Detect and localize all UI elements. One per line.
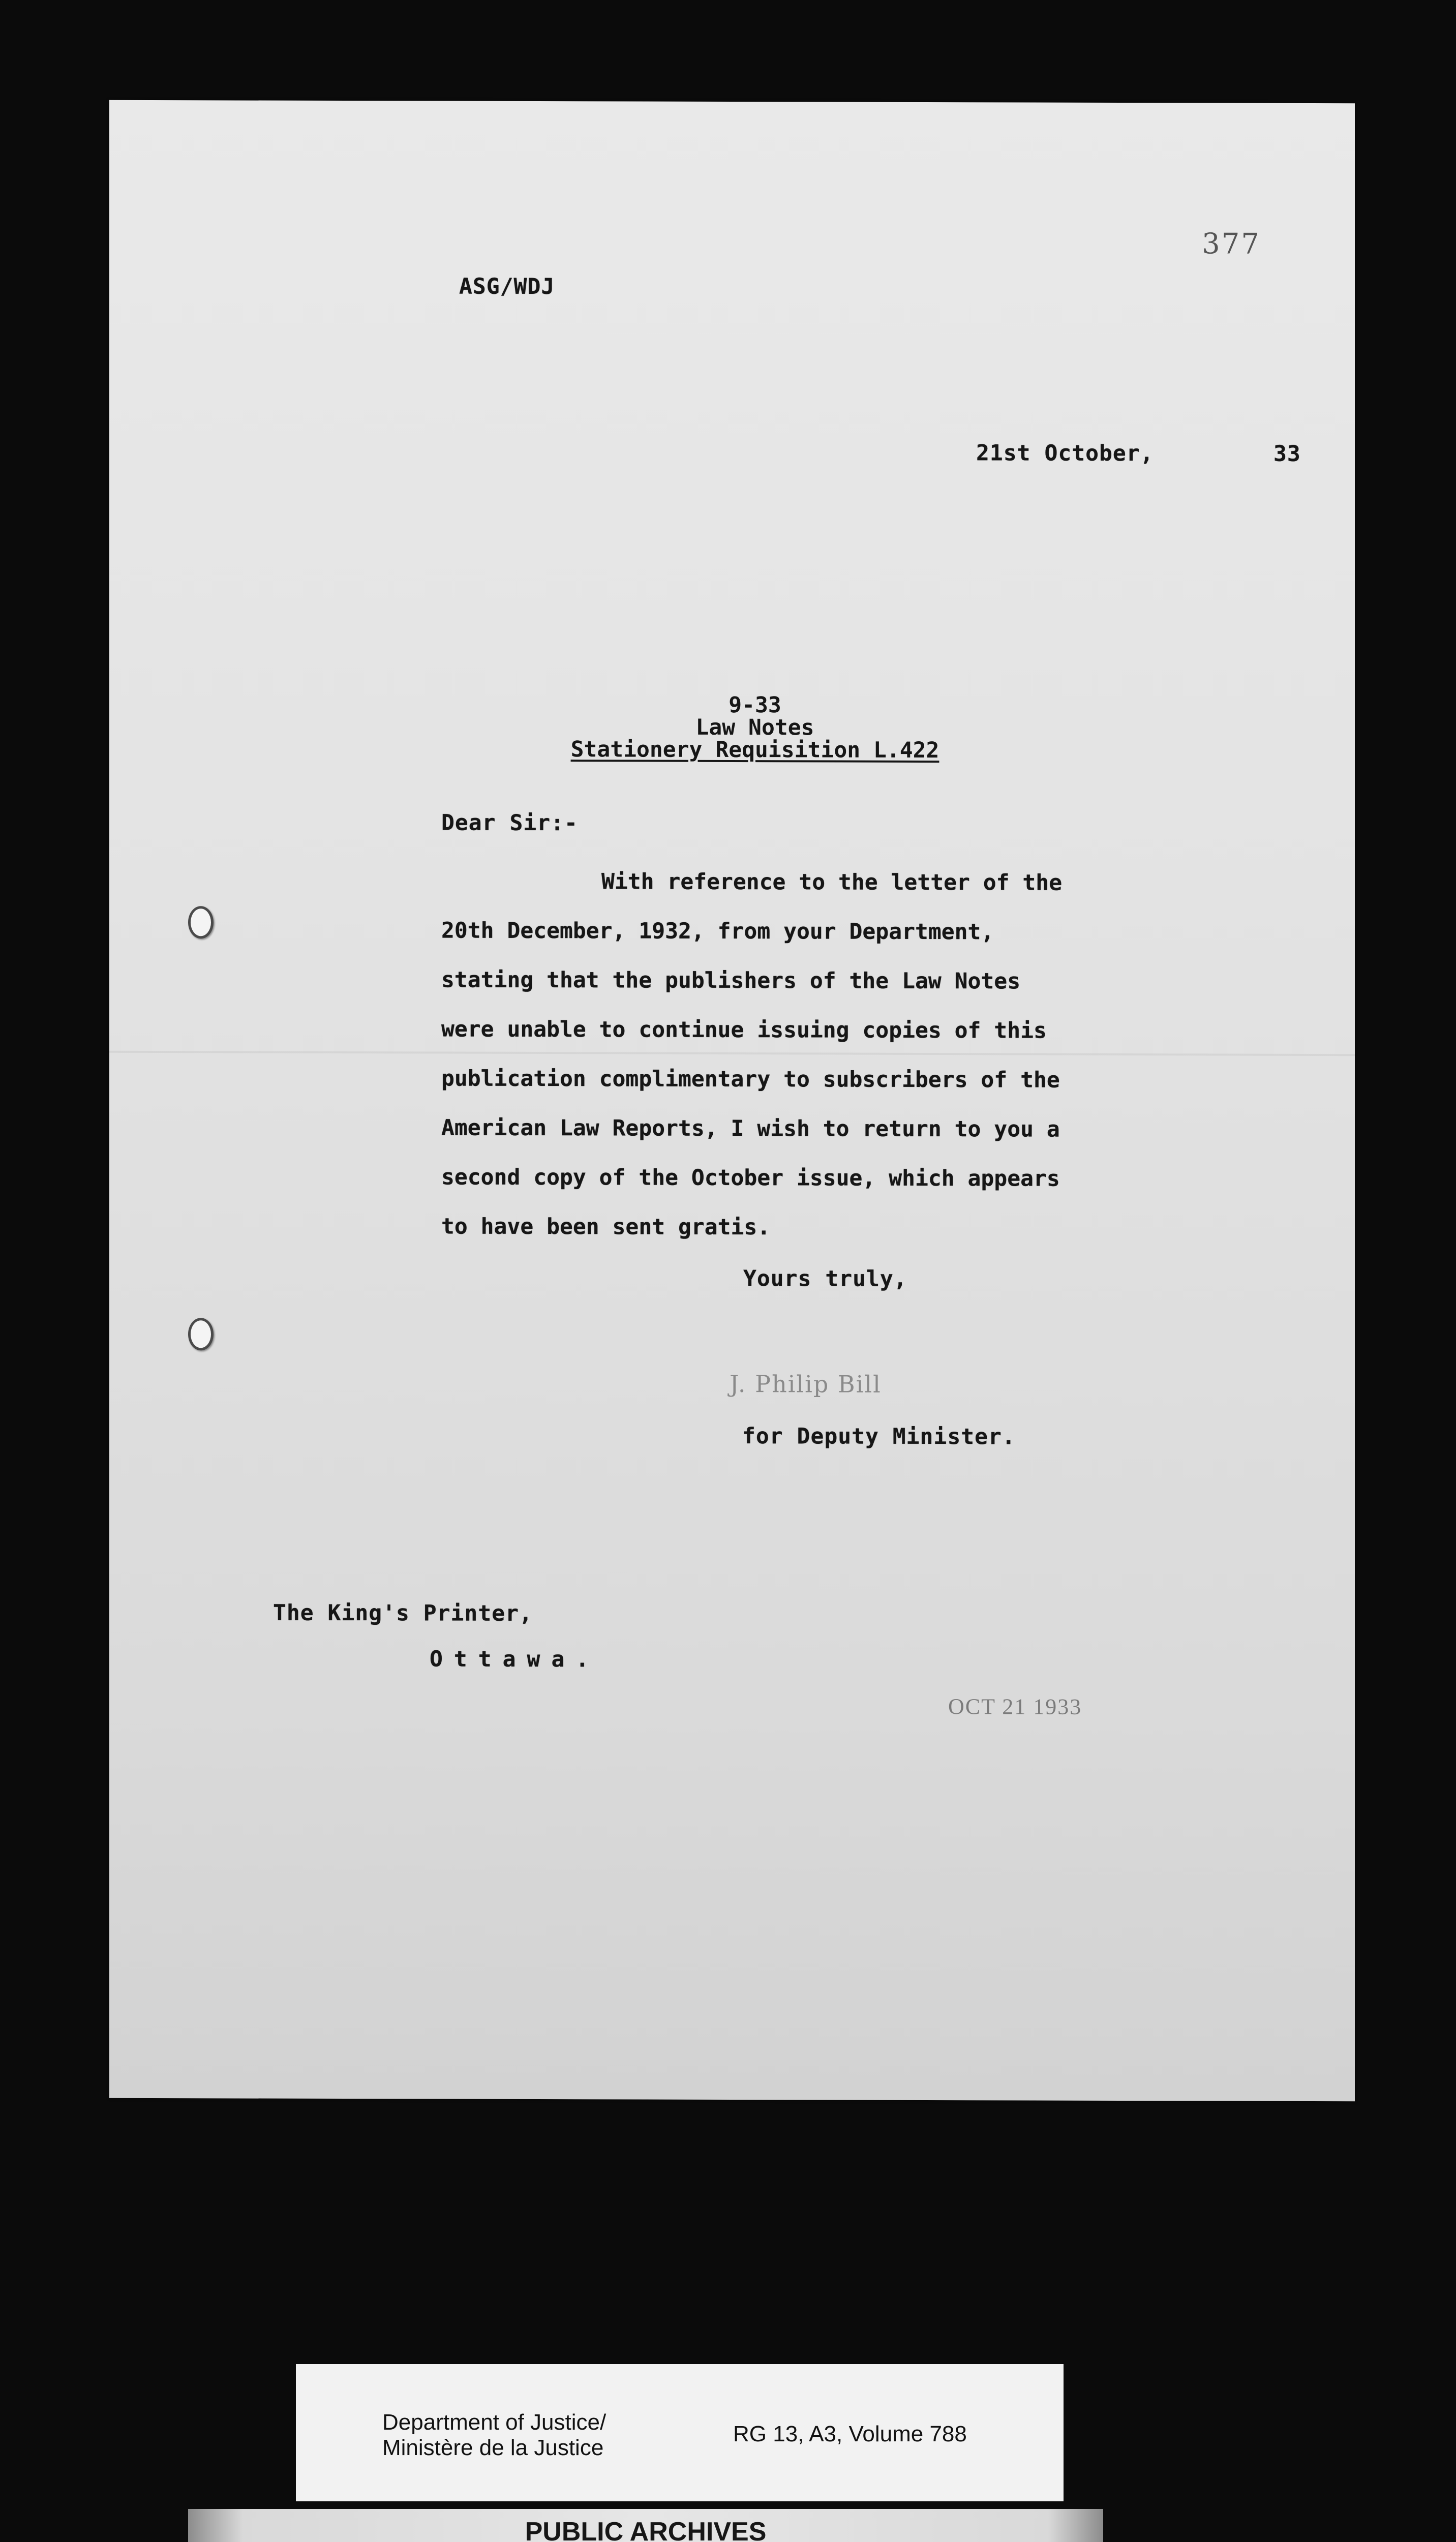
body-line: second copy of the October issue, which appears: [441, 1164, 1060, 1192]
public-archives-label: [188, 2509, 1103, 2542]
letter-year: 33: [1273, 441, 1301, 467]
page-number: 377: [1202, 227, 1261, 261]
addressee-city: Ottawa.: [430, 1646, 600, 1673]
closing: Yours truly,: [743, 1266, 907, 1292]
punch-hole: [188, 1318, 214, 1350]
body-line: were unable to continue issuing copies of this: [441, 1016, 1047, 1044]
letter-body: [441, 857, 1306, 1254]
department-fr: Ministère de la Justice: [382, 2435, 604, 2460]
body-line: publication complimentary to subscribers of the: [441, 1066, 1060, 1093]
record-group-reference: RG 13, A3, Volume 788: [733, 2422, 967, 2446]
subject-title: Law Notes: [695, 714, 814, 741]
signature: J. Philip Bill: [730, 1370, 882, 1398]
letter-sheet: [109, 100, 1355, 2101]
department-en: Department of Justice/: [382, 2410, 606, 2435]
reference-initials: ASG/WDJ: [459, 274, 555, 300]
punch-hole: [188, 906, 214, 939]
received-stamp: OCT 21 1933: [948, 1694, 1082, 1719]
salutation: Dear Sir:-: [441, 810, 578, 836]
file-number: 9-33: [729, 692, 781, 718]
letter-date: 21st October,: [976, 440, 1154, 467]
subject-block: [567, 693, 943, 762]
requisition-line: Stationery Requisition L.422: [570, 737, 939, 764]
department-name: [382, 2410, 606, 2461]
archive-reference-label: [296, 2364, 1064, 2501]
addressee-name: The King's Printer,: [273, 1600, 533, 1626]
signature-title: for Deputy Minister.: [742, 1424, 1016, 1450]
archives-title: [188, 2518, 1103, 2542]
body-line: to have been sent gratis.: [441, 1214, 771, 1240]
archives-en: PUBLIC ARCHIVES: [525, 2517, 767, 2542]
body-line: stating that the publishers of the Law Notes: [441, 967, 1021, 994]
body-line: 20th December, 1932, from your Department,: [441, 918, 994, 945]
body-line: With reference to the letter of the: [601, 869, 1063, 896]
body-line: American Law Reports, I wish to return to you a: [441, 1115, 1060, 1142]
